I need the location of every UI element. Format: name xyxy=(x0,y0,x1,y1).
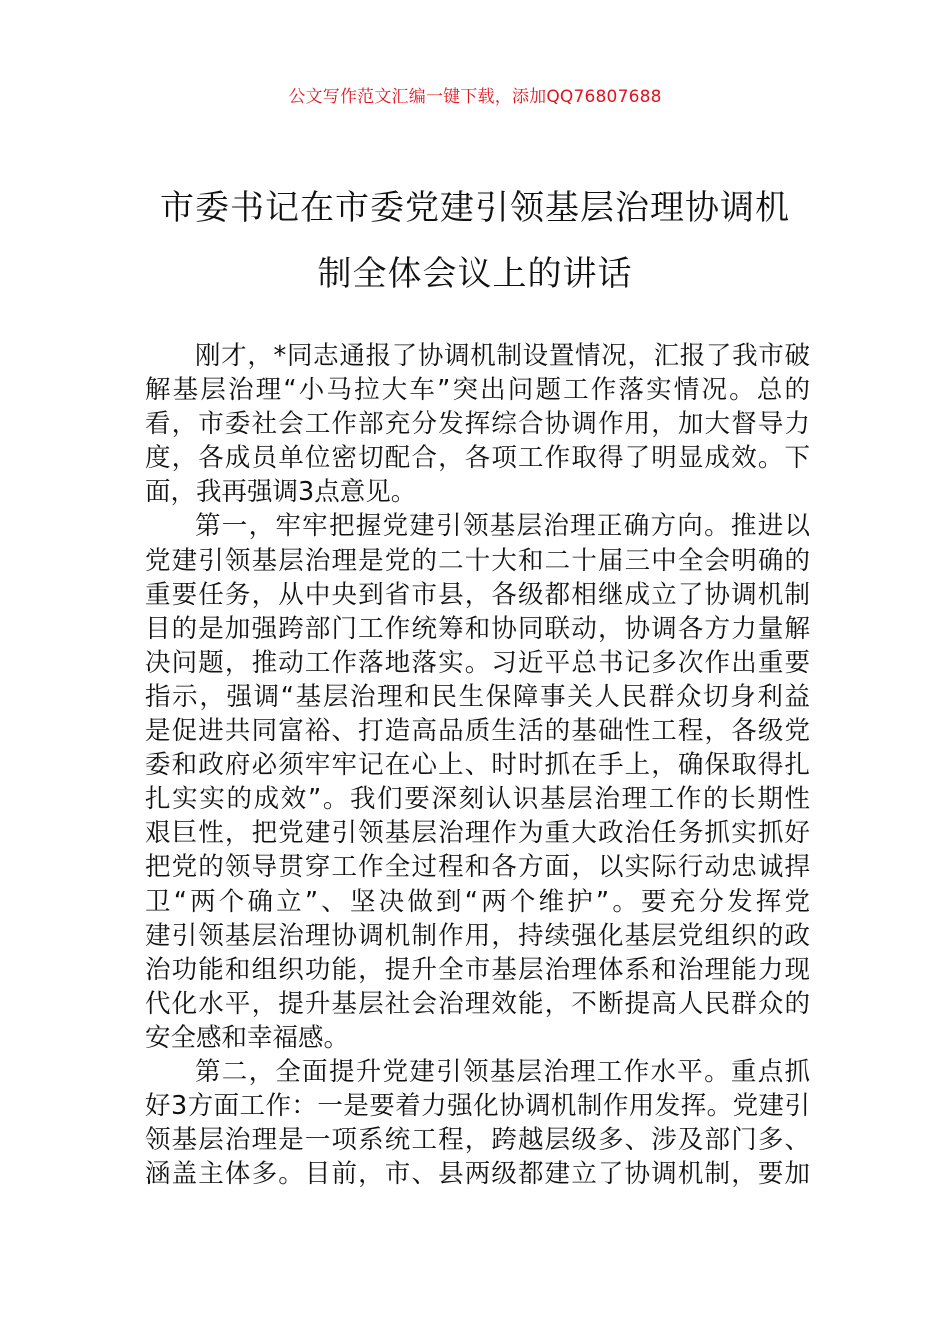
watermark-banner: 公文写作范文汇编一键下载，添加QQ76807688 xyxy=(288,87,662,107)
text-line: 领基层治理是一项系统工程，跨越层级多、涉及部门多、 xyxy=(145,1125,810,1156)
document-title-line-2: 制全体会议上的讲话 xyxy=(317,254,633,294)
text-line: 看，市委社会工作部充分发挥综合协调作用，加大督导力 xyxy=(145,409,810,440)
text-line: 重要任务，从中央到省市县，各级都相继成立了协调机制 xyxy=(145,579,810,610)
text-line: 党建引领基层治理是党的二十大和二十届三中全会明确的 xyxy=(145,545,810,576)
text-line: 面，我再强调3点意见。 xyxy=(145,477,417,508)
text-line: 决问题，推动工作落地落实。习近平总书记多次作出重要 xyxy=(145,647,810,678)
text-line: 第一，牢牢把握党建引领基层治理正确方向。推进以 xyxy=(195,511,810,542)
text-line: 目的是加强跨部门工作统筹和协同联动，协调各方力量解 xyxy=(145,613,810,644)
text-line: 是促进共同富裕、打造高品质生活的基础性工程，各级党 xyxy=(145,716,810,747)
text-line: 委和政府必须牢牢记在心上、时时抓在手上，确保取得扎 xyxy=(145,750,810,781)
text-line: 安全感和幸福感。 xyxy=(145,1022,350,1053)
text-line: 涵盖主体多。目前，市、县两级都建立了协调机制，要加 xyxy=(145,1159,810,1190)
text-line: 扎实实的成效”。我们要深刻认识基层治理工作的长期性 xyxy=(145,784,810,815)
paragraph-second-point xyxy=(145,1055,810,1191)
text-line: 把党的领导贯穿工作全过程和各方面，以实际行动忠诚捍 xyxy=(145,852,810,883)
document-body xyxy=(145,339,810,1191)
text-line: 度，各成员单位密切配合，各项工作取得了明显成效。下 xyxy=(145,443,810,474)
text-line: 艰巨性，把党建引领基层治理作为重大政治任务抓实抓好 xyxy=(145,818,810,849)
text-line: 解基层治理“小马拉大车”突出问题工作落实情况。总的 xyxy=(145,375,810,406)
document-title-line-1: 市委书记在市委党建引领基层治理协调机 xyxy=(160,188,790,228)
text-line: 卫“两个确立”、坚决做到“两个维护”。要充分发挥党 xyxy=(145,886,810,917)
text-line: 第二，全面提升党建引领基层治理工作水平。重点抓 xyxy=(195,1056,810,1087)
text-line: 建引领基层治理协调机制作用，持续强化基层党组织的政 xyxy=(145,920,810,951)
text-line: 好3方面工作：一是要着力强化协调机制作用发挥。党建引 xyxy=(145,1091,810,1122)
text-line: 治功能和组织功能，提升全市基层治理体系和治理能力现 xyxy=(145,954,810,985)
paragraph-first-point xyxy=(145,509,810,1055)
text-line: 刚才，*同志通报了协调机制设置情况，汇报了我市破 xyxy=(195,341,810,371)
text-line: 代化水平，提升基层社会治理效能，不断提高人民群众的 xyxy=(145,988,810,1019)
paragraph-intro xyxy=(145,339,810,509)
text-line: 指示，强调“基层治理和民生保障事关人民群众切身利益 xyxy=(145,681,810,712)
